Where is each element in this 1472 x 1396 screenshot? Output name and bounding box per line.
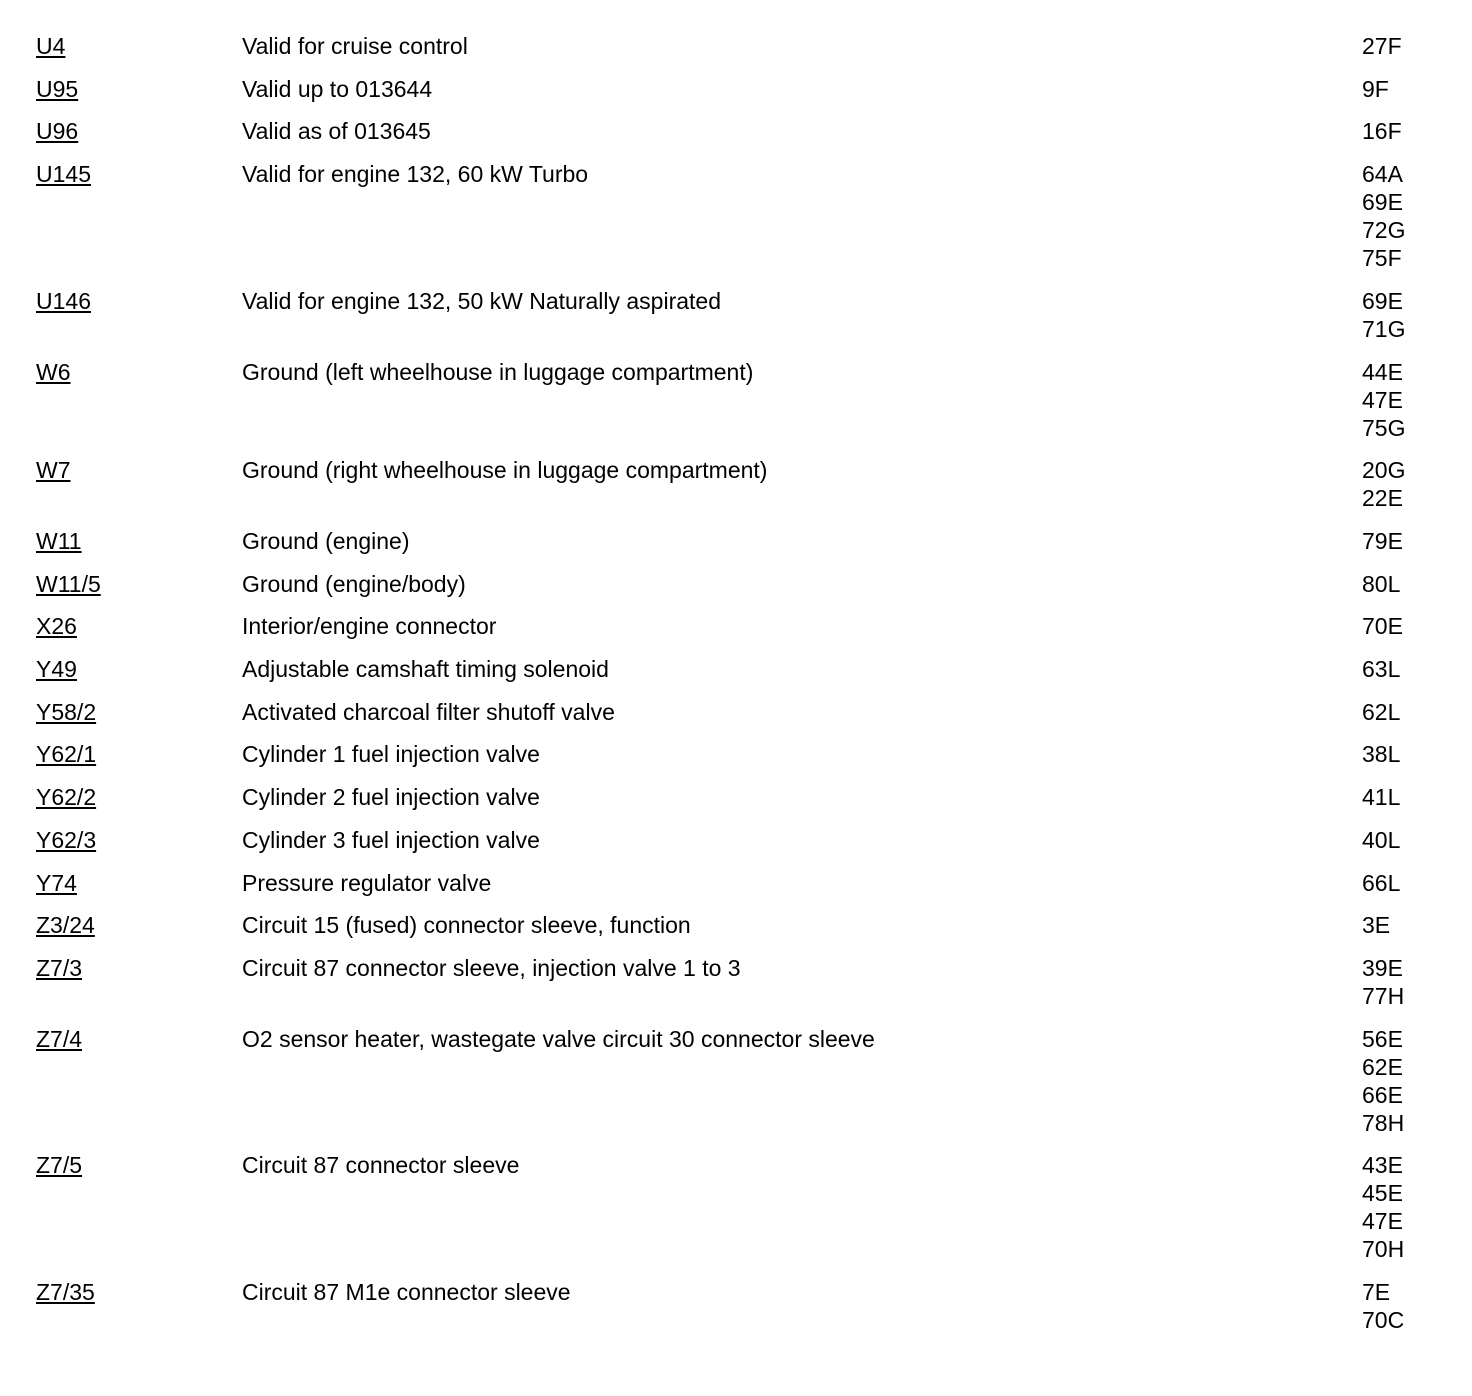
grid-reference: 40L [1362, 826, 1401, 853]
grid-reference: 63L [1362, 656, 1401, 682]
component-description: Valid up to 013644 [242, 75, 433, 102]
grid-reference: 77H [1362, 982, 1405, 1009]
grid-reference: 62L [1362, 698, 1401, 725]
grid-reference-list [1362, 527, 1403, 555]
grid-reference: 27F [1362, 33, 1402, 59]
grid-reference: 7E [1362, 1279, 1391, 1305]
component-code-link[interactable]: W11/5 [36, 570, 101, 597]
grid-reference-list [1362, 911, 1390, 939]
grid-reference: 38L [1362, 741, 1401, 768]
grid-reference: 16F [1362, 118, 1402, 145]
grid-reference: 22E [1362, 485, 1403, 512]
grid-reference-list [1362, 698, 1400, 726]
grid-reference: 64A [1362, 161, 1403, 188]
grid-reference: 3E [1362, 912, 1391, 939]
component-code-link[interactable]: Y58/2 [36, 698, 97, 725]
component-description: Valid as of 013645 [242, 118, 431, 145]
grid-reference: 39E [1362, 954, 1403, 981]
grid-reference-list [1362, 570, 1400, 598]
grid-reference: 72G [1362, 217, 1406, 244]
grid-reference-list [1362, 869, 1400, 897]
grid-reference: 79E [1362, 527, 1403, 554]
grid-reference-list [1362, 826, 1400, 854]
grid-reference: 70H [1362, 1236, 1405, 1263]
grid-reference-list [1362, 1151, 1404, 1263]
component-description: Circuit 87 connector sleeve, injection valve 1 to 3 [242, 954, 741, 981]
grid-reference: 20G [1362, 457, 1406, 484]
grid-reference-list [1362, 160, 1405, 272]
component-code-link[interactable]: Y62/1 [36, 741, 97, 768]
component-code-link[interactable]: U145 [36, 161, 91, 188]
component-code-link[interactable]: Z7/4 [36, 1025, 83, 1052]
component-code-link[interactable]: Z3/24 [36, 912, 95, 939]
grid-reference-list [1362, 32, 1402, 60]
grid-reference-list [1362, 117, 1402, 145]
component-code-link[interactable]: U146 [36, 287, 91, 314]
grid-reference: 66E [1362, 1081, 1403, 1108]
component-description: Activated charcoal filter shutoff valve [242, 698, 615, 725]
grid-reference: 78H [1362, 1109, 1405, 1136]
grid-reference: 41L [1362, 784, 1401, 811]
grid-reference-list [1362, 1278, 1404, 1334]
grid-reference: 69E [1362, 287, 1403, 314]
component-code-link[interactable]: Z7/3 [36, 954, 83, 981]
component-description: Cylinder 3 fuel injection valve [242, 826, 540, 853]
grid-reference: 69E [1362, 189, 1403, 216]
component-code-link[interactable]: Z7/5 [36, 1152, 83, 1179]
grid-reference: 75F [1362, 245, 1402, 272]
component-code-link[interactable]: U4 [36, 33, 66, 59]
grid-reference: 44E [1362, 358, 1403, 385]
component-code-link[interactable]: Y62/3 [36, 826, 97, 853]
component-description: Circuit 15 (fused) connector sleeve, function [242, 912, 691, 939]
component-code-link[interactable]: Y49 [36, 656, 77, 682]
component-description: Circuit 87 M1e connector sleeve [242, 1279, 571, 1305]
grid-reference: 43E [1362, 1152, 1403, 1179]
grid-reference-list [1362, 456, 1405, 512]
component-code-link[interactable]: Y74 [36, 869, 77, 896]
component-description: Ground (right wheelhouse in luggage compartment) [242, 457, 768, 484]
component-description: Ground (left wheelhouse in luggage compartment) [242, 358, 754, 385]
component-code-link[interactable]: W11 [36, 527, 82, 554]
component-description: Valid for cruise control [242, 33, 468, 59]
component-code-link[interactable]: X26 [36, 613, 77, 640]
grid-reference: 80L [1362, 570, 1401, 597]
component-code-link[interactable]: U96 [36, 118, 79, 145]
component-description: Adjustable camshaft timing solenoid [242, 656, 609, 682]
grid-reference-list [1362, 655, 1400, 683]
grid-reference-list [1362, 1025, 1404, 1137]
grid-reference-list [1362, 783, 1400, 811]
grid-reference-list [1362, 954, 1404, 1010]
grid-reference: 66L [1362, 869, 1401, 896]
grid-reference: 47E [1362, 1208, 1403, 1235]
component-description: Cylinder 2 fuel injection valve [242, 784, 540, 811]
grid-reference: 56E [1362, 1025, 1403, 1052]
grid-reference: 45E [1362, 1180, 1403, 1207]
component-description: Cylinder 1 fuel injection valve [242, 741, 540, 768]
grid-reference-list [1362, 75, 1389, 103]
component-description: Circuit 87 connector sleeve [242, 1152, 520, 1179]
grid-reference-list [1362, 358, 1405, 442]
component-description: Pressure regulator valve [242, 869, 492, 896]
grid-reference: 62E [1362, 1053, 1403, 1080]
grid-reference: 75G [1362, 414, 1406, 441]
component-description: Ground (engine/body) [242, 570, 466, 597]
component-description: Interior/engine connector [242, 613, 497, 640]
grid-reference: 71G [1362, 315, 1406, 342]
grid-reference-list [1362, 287, 1405, 343]
component-code-link[interactable]: W7 [36, 457, 71, 484]
grid-reference: 70E [1362, 613, 1403, 640]
grid-reference-list [1362, 740, 1400, 768]
grid-reference: 70C [1362, 1307, 1405, 1333]
grid-reference-list [1362, 612, 1403, 640]
component-code-link[interactable]: U95 [36, 75, 79, 102]
component-description: Valid for engine 132, 60 kW Turbo [242, 161, 589, 188]
component-code-link[interactable]: Y62/2 [36, 784, 97, 811]
component-description: O2 sensor heater, wastegate valve circuit 30 connector sleeve [242, 1025, 875, 1052]
component-code-link[interactable]: Z7/35 [36, 1279, 95, 1305]
component-code-link[interactable]: W6 [36, 358, 71, 385]
component-description: Ground (engine) [242, 527, 410, 554]
grid-reference: 9F [1362, 75, 1389, 102]
component-description: Valid for engine 132, 50 kW Naturally aspirated [242, 287, 722, 314]
grid-reference: 47E [1362, 386, 1403, 413]
